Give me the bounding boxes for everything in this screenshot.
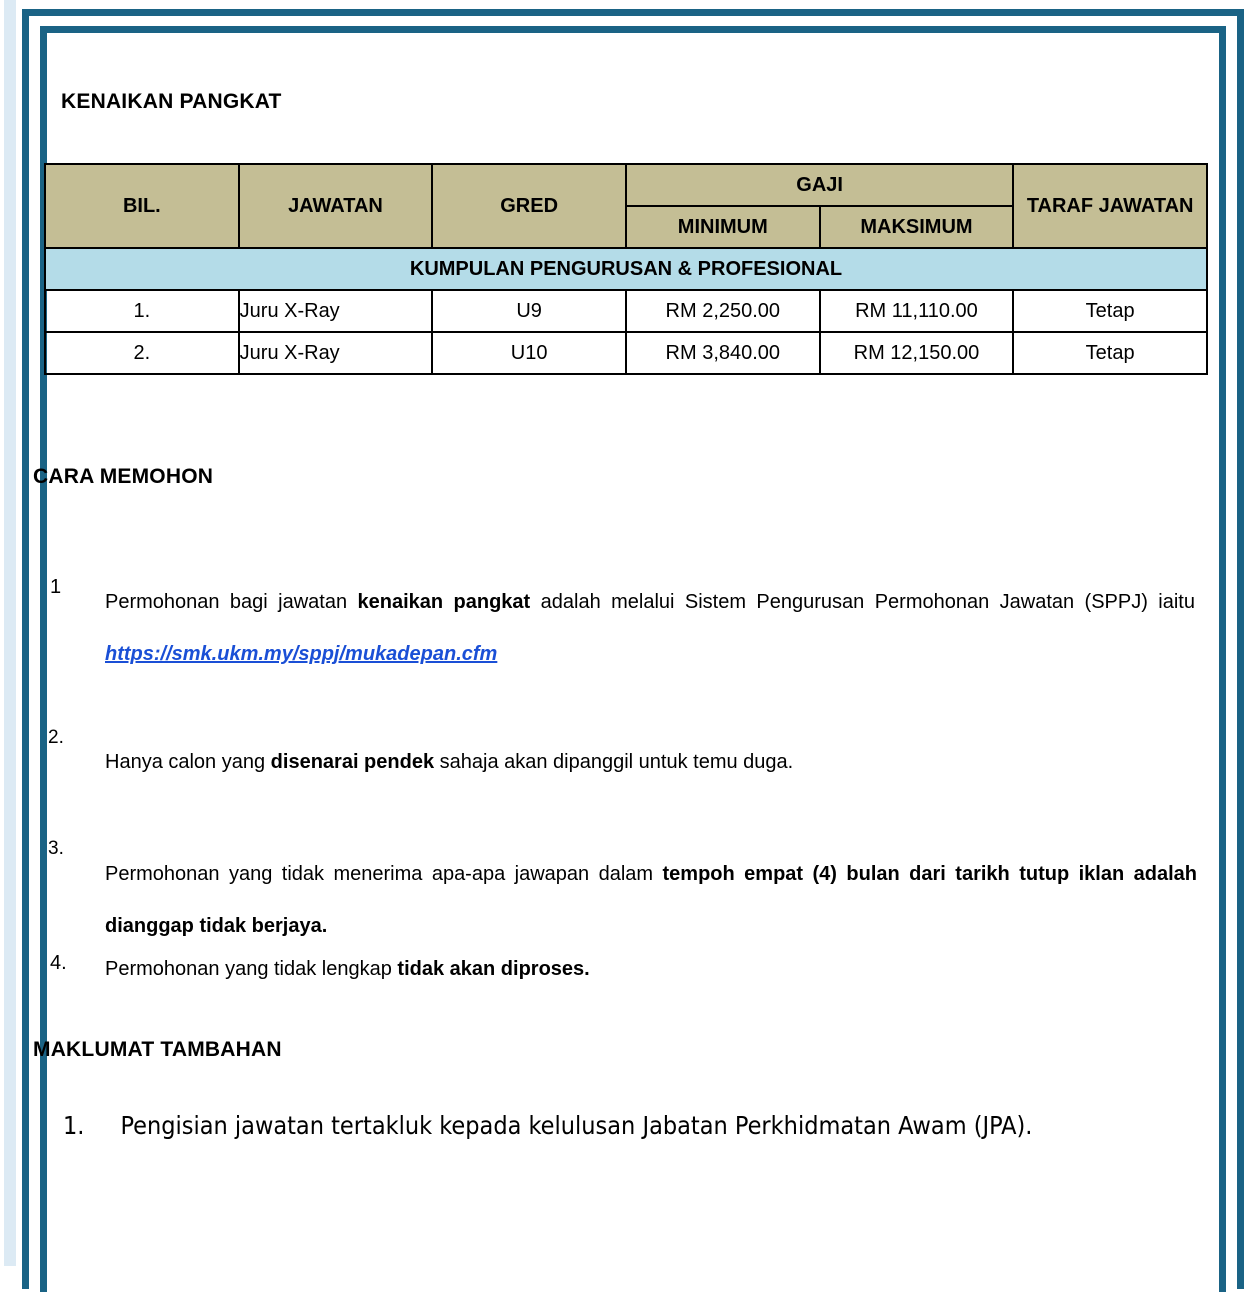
list-item-cara-4 [105,952,1195,986]
section-heading-maklumat-tambahan: MAKLUMAT TAMBAHAN [33,1038,282,1061]
list-marker-maklumat-1: 1. [63,1111,85,1140]
cell-gred: U9 [432,290,626,332]
list-item-cara-2 [105,745,1195,779]
maklumat-1-text: Pengisian jawatan tertakluk kepada kelulusan Jabatan Perkhidmatan Awam (JPA). [120,1111,1033,1140]
table-row [45,332,1207,374]
table-header-row-primary [45,164,1207,206]
vacancy-table [44,163,1208,375]
cara-1-text-b: adalah melalui Sistem Pengurusan Permohonan Jawatan (SPPJ) iaitu [530,591,1195,613]
cell-taraf: Tetap [1013,332,1207,374]
column-header-jawatan: JAWATAN [239,164,433,248]
list-item-cara-3 [105,848,1197,952]
column-header-gaji: GAJI [626,164,1013,206]
list-marker-cara-4: 4. [50,952,67,974]
list-marker-cara-3: 3. [48,838,64,859]
cara-3-bold: tempoh empat (4) bulan dari tarikh tutup iklan adalah dianggap tidak berjaya. [105,863,1197,937]
cara-1-text-a: Permohonan bagi jawatan [105,591,358,613]
column-header-gaji-minimum: MINIMUM [626,206,820,248]
column-header-taraf-jawatan: TARAF JAWATAN [1013,164,1207,248]
cell-jawatan: Juru X-Ray [239,290,433,332]
table-group-band-row [45,248,1207,290]
cell-bil: 1. [45,290,239,332]
cara-2-text-b: sahaja akan dipanggil untuk temu duga. [434,751,794,773]
cell-gaji-min: RM 2,250.00 [626,290,820,332]
list-item-maklumat-1 [33,1104,1213,1147]
cara-2-text-a: Hanya calon yang [105,751,271,773]
cell-bil: 2. [45,332,239,374]
group-band-label: KUMPULAN PENGURUSAN & PROFESIONAL [45,248,1207,290]
column-header-bil: BIL. [45,164,239,248]
column-header-gaji-maksimum: MAKSIMUM [820,206,1014,248]
list-marker-cara-2: 2. [48,727,64,748]
cara-4-bold: tidak akan diproses. [397,958,590,980]
cell-taraf: Tetap [1013,290,1207,332]
sppj-system-link[interactable]: https://smk.ukm.my/sppj/mukadepan.cfm [105,643,498,665]
cara-2-bold: disenarai pendek [270,751,435,773]
cara-3-text-a: Permohonan yang tidak menerima apa-apa jawapan dalam [105,863,663,885]
section-heading-kenaikan-pangkat: KENAIKAN PANGKAT [61,90,282,113]
column-header-gred: GRED [432,164,626,248]
cell-jawatan: Juru X-Ray [239,332,433,374]
cell-gaji-max: RM 12,150.00 [820,332,1014,374]
table-row [45,290,1207,332]
list-marker-cara-1: 1 [50,576,62,598]
page-border-left-strip [4,0,16,1266]
cell-gred: U10 [432,332,626,374]
cell-gaji-min: RM 3,840.00 [626,332,820,374]
section-heading-cara-memohon: CARA MEMOHON [33,465,214,488]
list-item-cara-1 [105,576,1195,680]
cell-gaji-max: RM 11,110.00 [820,290,1014,332]
cara-4-text-a: Permohonan yang tidak lengkap [105,958,398,980]
cara-1-bold: kenaikan pangkat [357,591,531,613]
